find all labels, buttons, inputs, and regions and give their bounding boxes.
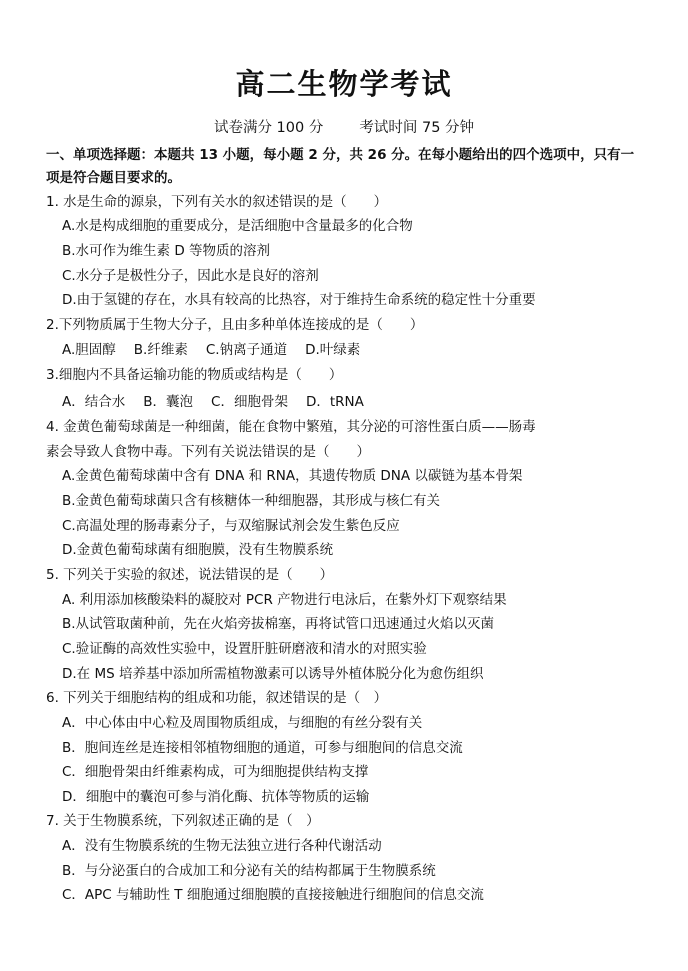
exam-info	[0, 116, 688, 137]
question-option: A.水是构成细胞的重要成分，是活细胞中含量最多的化合物	[62, 218, 413, 234]
section-heading: 一、单项选择题：本题共 13 小题，每小题 2 分，共 26 分。在每小题给出的四个选项中，只有一项是符合题目要求的。	[46, 147, 635, 186]
question-stem: 7. 关于生物膜系统，下列叙述正确的是（ ）	[46, 813, 320, 829]
question-option: A.金黄色葡萄球菌中含有 DNA 和 RNA，其遗传物质 DNA 以碳链为基本骨架	[62, 468, 523, 484]
question-option: D.金黄色葡萄球菌有细胞膜，没有生物膜系统	[62, 542, 334, 558]
question-option: A．没有生物膜系统的生物无法独立进行各种代谢活动	[62, 838, 382, 854]
question-stem: 素会导致人食物中毒。下列有关说法错误的是（ ）	[46, 444, 370, 460]
question-stem: 2.下列物质属于生物大分子，且由多种单体连接成的是（ ）	[46, 317, 424, 333]
question-option: A．结合水	[62, 394, 126, 410]
question-option: C.钠离子通道	[205, 342, 288, 358]
question-stem: 4. 金黄色葡萄球菌是一种细菌，能在食物中繁殖，其分泌的可溶性蛋白质——肠毒	[46, 419, 536, 435]
question-option: C.水分子是极性分子，因此水是良好的溶剂	[62, 268, 319, 284]
question-option: A．中心体由中心粒及周围物质组成，与细胞的有丝分裂有关	[62, 715, 423, 731]
question-option: B．胞间连丝是连接相邻植物细胞的通道，可参与细胞间的信息交流	[62, 740, 463, 756]
exam-time: 考试时间 75 分钟	[359, 120, 475, 136]
question-option: B．囊泡	[143, 394, 194, 410]
question-option: D．细胞中的囊泡可参与消化酶、抗体等物质的运输	[62, 789, 370, 805]
question-option: C．细胞骨架	[211, 394, 288, 410]
question-stem: 6. 下列关于细胞结构的组成和功能，叙述错误的是（ ）	[46, 690, 388, 706]
question-option: C．细胞骨架由纤维素构成，可为细胞提供结构支撑	[62, 764, 369, 780]
question-option: B.纤维素	[133, 342, 188, 358]
question-option: D.由于氢键的存在，水具有较高的比热容，对于维持生命系统的稳定性十分重要	[62, 292, 536, 308]
question-option: B.从试管取菌种前，先在火焰旁拔棉塞，再将试管口迅速通过火焰以灭菌	[62, 616, 495, 632]
option-row	[62, 390, 382, 410]
question-option: B.金黄色葡萄球菌只含有核糖体一种细胞器，其形成与核仁有关	[62, 493, 441, 509]
option-row	[62, 338, 378, 358]
question-option: C．APC 与辅助性 T 细胞通过细胞膜的直接接触进行细胞间的信息交流	[62, 887, 484, 903]
question-stem: 1. 水是生命的源泉，下列有关水的叙述错误的是（ ）	[46, 194, 388, 210]
question-stem: 3.细胞内不具备运输功能的物质或结构是（ ）	[46, 367, 343, 383]
question-option: B.水可作为维生素 D 等物质的溶剂	[62, 243, 271, 259]
exam-title: 高二生物学考试	[235, 67, 453, 101]
question-option: C.验证酶的高效性实验中，设置肝脏研磨液和清水的对照实验	[62, 641, 427, 657]
question-option: D.叶绿素	[305, 342, 361, 358]
question-option: C.高温处理的肠毒素分子，与双缩脲试剂会发生紫色反应	[62, 518, 400, 534]
full-score: 试卷满分 100 分	[213, 120, 324, 136]
question-option: D.在 MS 培养基中添加所需植物激素可以诱导外植体脱分化为愈伤组织	[62, 666, 484, 682]
question-option: B．与分泌蛋白的合成加工和分泌有关的结构都属于生物膜系统	[62, 863, 436, 879]
question-option: A. 利用添加核酸染料的凝胶对 PCR 产物进行电泳后，在紫外灯下观察结果	[62, 592, 507, 608]
question-option: D．tRNA	[305, 394, 364, 410]
question-option: A.胆固醇	[62, 342, 116, 358]
question-stem: 5. 下列关于实验的叙述，说法错误的是（ ）	[46, 567, 334, 583]
